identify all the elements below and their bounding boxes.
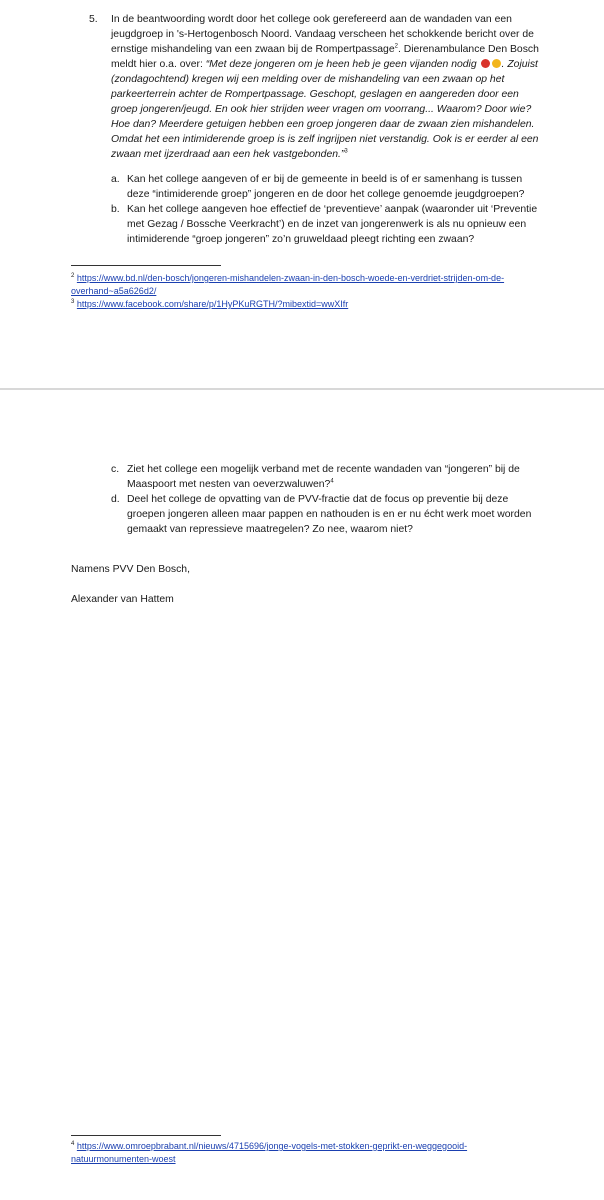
intro-text: In de beantwoording wordt door het college ook gerefereerd aan de wandaden van een jeugdgroep in 's-Hertogenbosch Noord. Vandaag verscheen het schokkende bericht over de ernstige mishandeling van een zwaan bij de Rompertpassage: [111, 14, 534, 55]
document-page-2: [0, 390, 604, 1200]
sub-question-b: [71, 202, 541, 247]
footnotes-page-2: [71, 1140, 541, 1166]
sub-question-letter: a.: [111, 174, 120, 185]
footnote-link[interactable]: https://www.bd.nl/den-bosch/jongeren-mishandelen-zwaan-in-den-bosch-woede-en-verdriet-strijden-om-de-overhand~a5a626d2/: [71, 273, 505, 296]
sub-questions-cd: [71, 462, 541, 537]
footnote-number: 2: [71, 273, 75, 279]
footnote-4: [71, 1140, 541, 1166]
footnote-ref-3[interactable]: 3: [344, 148, 348, 155]
footnote-link[interactable]: https://www.omroepbrabant.nl/nieuws/4715696/jonge-vogels-met-stokken-geprikt-en-weggegooid-natuurmonumenten-woest: [71, 1141, 468, 1164]
signer-name: Alexander van Hattem: [71, 594, 174, 605]
footnote-ref-4[interactable]: 4: [330, 478, 334, 485]
footnote-ref-2[interactable]: 2: [394, 43, 398, 50]
question-number: 5.: [89, 14, 98, 25]
closing-line: Namens PVV Den Bosch,: [71, 564, 190, 575]
footnote-number: 3: [71, 299, 75, 305]
footnote-2: [71, 272, 541, 298]
sub-question-text: Ziet het college een mogelijk verband met de recente wandaden van “jongeren” bij de Maaspoort met nesten van oeverzwaluwen?: [127, 464, 520, 490]
sub-question-letter: d.: [111, 494, 120, 505]
sub-question-letter: c.: [111, 464, 120, 475]
sub-question-text: Kan het college aangeven of er bij de gemeente in beeld is of er samenhang is tussen deze “intimiderende groep” jongeren en de door het college genoemde jeugdgroepen?: [127, 174, 525, 200]
sub-question-letter: b.: [111, 204, 120, 215]
question-5: [71, 12, 541, 162]
sub-question-text: Kan het college aangeven hoe effectief de ‘preventieve’ aanpak (waaronder uit ‘Preventie met Gezag / Bossche Veerkracht’) en de inzet van jongerenwerk is als nu opnieuw een intimiderende “groep jongeren” zo’n gruweldaad pleegt richting een zwaan?: [127, 204, 538, 245]
intro-continued: . Dierenambulance Den Bosch meldt hier o.a. over:: [111, 44, 539, 70]
quote-part-1: “Met deze jongeren om je heen heb je geen vijanden nodig: [205, 59, 477, 70]
sub-question-text: Deel het college de opvatting van de PVV-fractie dat de focus op preventie bij deze groepen jongeren alleen maar pappen en nathouden is en er nu écht werk moet worden gemaakt van repressieve maatregelen? Zo nee, waarom niet?: [127, 494, 532, 535]
footnote-3: [71, 298, 541, 311]
sub-question-c: [71, 462, 541, 492]
footnote-number: 4: [71, 1141, 75, 1147]
sub-question-d: [71, 492, 541, 537]
document-page-1: [0, 0, 604, 388]
quote-text: [111, 59, 538, 160]
sub-question-a: [71, 172, 541, 202]
footnote-separator: [71, 265, 221, 266]
angry-face-icon: [481, 59, 490, 68]
sad-face-icon: [492, 59, 501, 68]
quote-part-2: . Zojuist (zondagochtend) kregen wij een melding over de mishandeling van een zwaan op het parkeerterrein achter de Rompertpassage. Geschopt, geslagen en aangereden door een groep jongeren/jeugd. En ook hier strijden weer vragen om voorrang... Waarom? Door wie? Hoe dan? Meerdere getuigen hebben een groep jongeren daar de zwaan zien mishandelen. Omdat het een intimiderende groep is is zelf ingrijpen niet verstandig. Ook is er eerder al een zwaan met ijzerdraad aan een hek vastgebonden.”: [111, 59, 539, 160]
footnote-separator: [71, 1135, 221, 1136]
footnotes-page-1: [71, 272, 541, 311]
sub-questions-ab: [71, 172, 541, 247]
footnote-link[interactable]: https://www.facebook.com/share/p/1HyPKuRGTH/?mibextid=wwXIfr: [76, 299, 349, 309]
question-5-text: [111, 12, 541, 162]
